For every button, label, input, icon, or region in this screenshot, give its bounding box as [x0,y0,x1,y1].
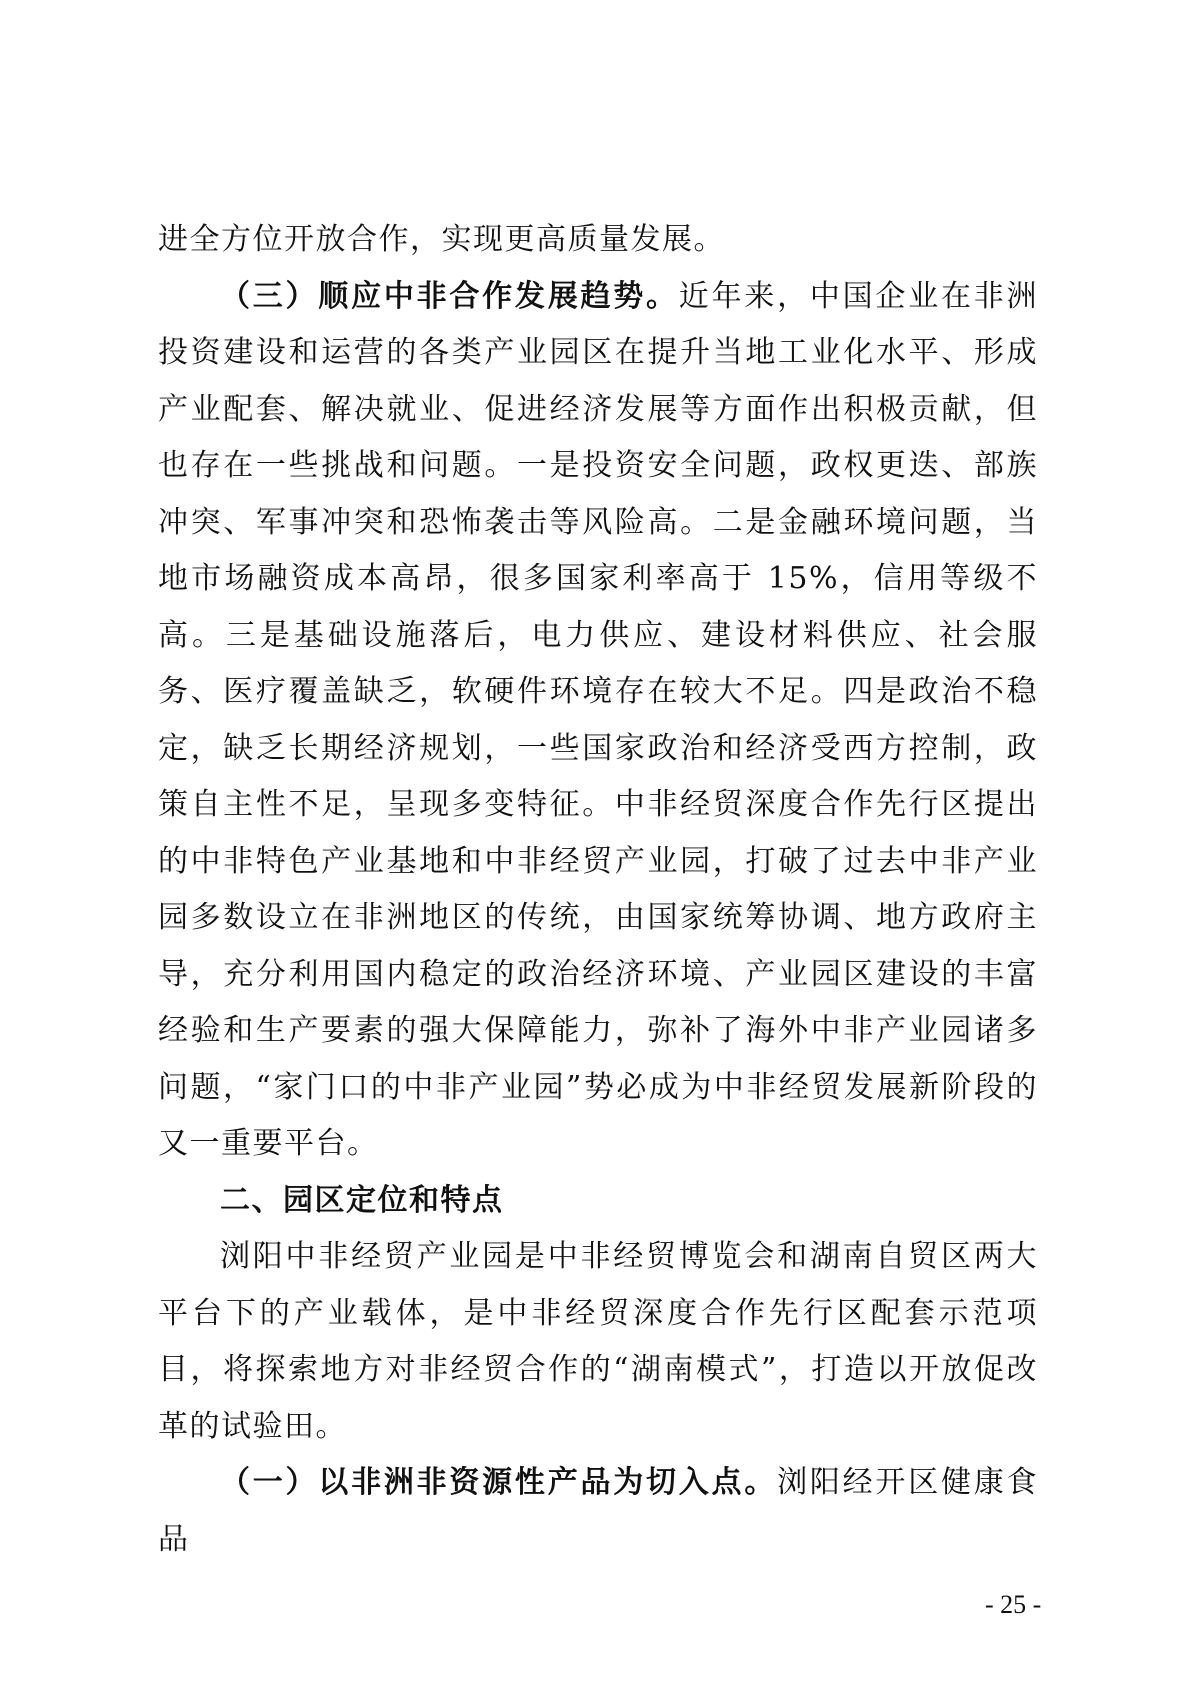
paragraph-trends [158,269,1038,1173]
paragraph-lead: （三）顺应中非合作发展趋势。 [220,278,679,314]
paragraph-lead: （一）以非洲非资源性产品为切入点。 [220,1465,778,1500]
paragraph-text: 进全方位开放合作，实现更高质量发展。 [158,222,725,257]
body-text [158,212,1038,1568]
page-number: - 25 - [985,1590,1042,1619]
paragraph-text: 浏阳中非经贸产业园是中非经贸博览会和湖南自贸区两大平台下的产业载体，是中非经贸深度合作先行区配套示范项目，将探索地方对非经贸合作的“湖南模式”，打造以开放促改革的试验田。 [158,1239,1038,1444]
paragraph-entry-point [158,1455,1038,1568]
section-heading: 二、园区定位和特点 [220,1182,504,1218]
paragraph-continuation [158,212,1038,269]
paragraph-positioning [158,1229,1038,1455]
paragraph-text: 近年来，中国企业在非洲投资建设和运营的各类产业园区在提升当地工业化水平、形成产业配套、解决就业、促进经济发展等方面作出积极贡献，但也存在一些挑战和问题。一是投资安全问题，政权更迭、部族冲突、军事冲突和恐怖袭击等风险高。二是金融环境问题，当地市场融资成本高昂，很多国家利率高于 15%，信用等级不高。三是基础设施落后，电力供应、建设材料供应、社会服务、医疗覆盖缺乏，软硬件环境存在较大不足。四是政治不稳定，缺乏长期经济规划，一些国家政治和经济受西方控制，政策自主性不足，呈现多变特征。中非经贸深度合作先行区提出的中非特色产业基地和中非经贸产业园，打破了过去中非产业园多数设立在非洲地区的传统，由国家统筹协调、地方政府主导，充分利用国内稳定的政治经济环境、产业园区建设的丰富经验和生产要素的强大保障能力，弥补了海外中非产业园诸多问题，“家门口的中非产业园”势必成为中非经贸发展新阶段的又一重要平台。 [158,278,1039,1161]
paragraph-text: 浏阳经开区健康食品 [158,1465,1039,1557]
